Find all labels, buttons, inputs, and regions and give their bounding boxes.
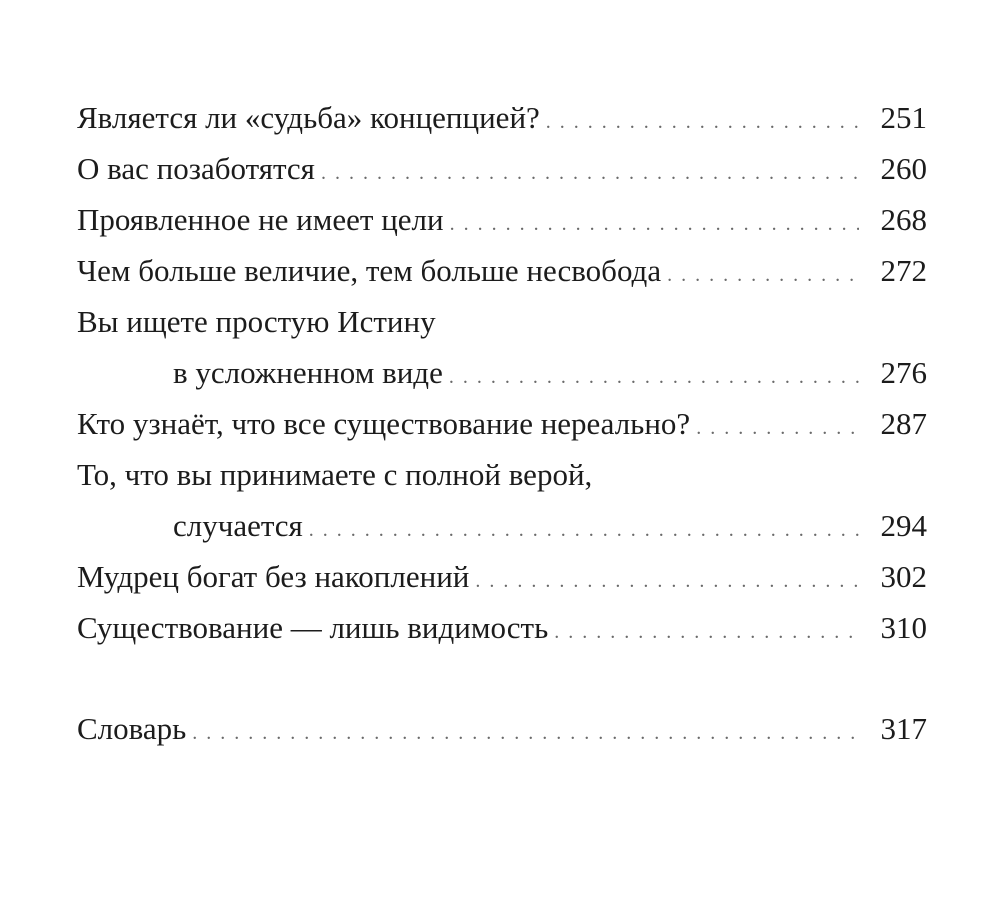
toc-entry-page: 272 (880, 253, 927, 288)
toc-entry-proyavlennoe[interactable] (77, 194, 927, 245)
toc-entry-title: Вы ищете простую Истину (77, 304, 436, 339)
toc-entry-page: 276 (880, 355, 927, 390)
toc-entry-page: 268 (880, 202, 927, 237)
toc-entry-vidimost[interactable] (77, 602, 927, 653)
dot-leader (546, 97, 859, 148)
dot-leader (192, 708, 859, 759)
toc-entry-title: Кто узнаёт, что все существование нереально? (77, 406, 691, 441)
dot-leader (696, 403, 859, 454)
toc-entry-kto-uznayot[interactable] (77, 398, 927, 449)
toc-entry-page: 317 (880, 711, 927, 746)
table-of-contents (77, 92, 927, 754)
toc-entry-mudrets[interactable] (77, 551, 927, 602)
toc-entry-page: 302 (880, 559, 927, 594)
dot-leader (450, 199, 859, 250)
toc-entry-velichie[interactable] (77, 245, 927, 296)
dot-leader (449, 352, 859, 403)
toc-entry-title: Является ли «судьба» концепцией? (77, 100, 540, 135)
toc-entry-title: Словарь (77, 711, 187, 746)
dot-leader (475, 556, 859, 607)
toc-entry-title: То, что вы принимаете с полной верой, (77, 457, 593, 492)
toc-entry-title: О вас позаботятся (77, 151, 315, 186)
toc-entry-page: 294 (880, 508, 927, 543)
toc-entry-veroy-line2[interactable] (77, 500, 927, 551)
toc-entry-istina-line1[interactable] (77, 296, 927, 347)
dot-leader (554, 607, 859, 658)
toc-entry-page: 287 (880, 406, 927, 441)
toc-entry-title: случается (173, 508, 303, 543)
dot-leader (309, 505, 859, 556)
toc-entry-veroy-line1[interactable] (77, 449, 927, 500)
toc-entry-sudba[interactable] (77, 92, 927, 143)
toc-entry-pozabotyatsya[interactable] (77, 143, 927, 194)
toc-entry-title: Проявленное не имеет цели (77, 202, 444, 237)
dot-leader (667, 250, 859, 301)
toc-entry-page: 260 (880, 151, 927, 186)
toc-entry-istina-line2[interactable] (77, 347, 927, 398)
toc-entry-page: 251 (880, 100, 927, 135)
toc-entry-title: Чем больше величие, тем больше несвобода (77, 253, 662, 288)
toc-entry-title: в усложненном виде (173, 355, 443, 390)
dot-leader (321, 148, 859, 199)
toc-entry-page: 310 (880, 610, 927, 645)
toc-entry-title: Существование — лишь видимость (77, 610, 549, 645)
toc-entry-slovar[interactable] (77, 703, 927, 754)
toc-entry-title: Мудрец богат без накоплений (77, 559, 470, 594)
